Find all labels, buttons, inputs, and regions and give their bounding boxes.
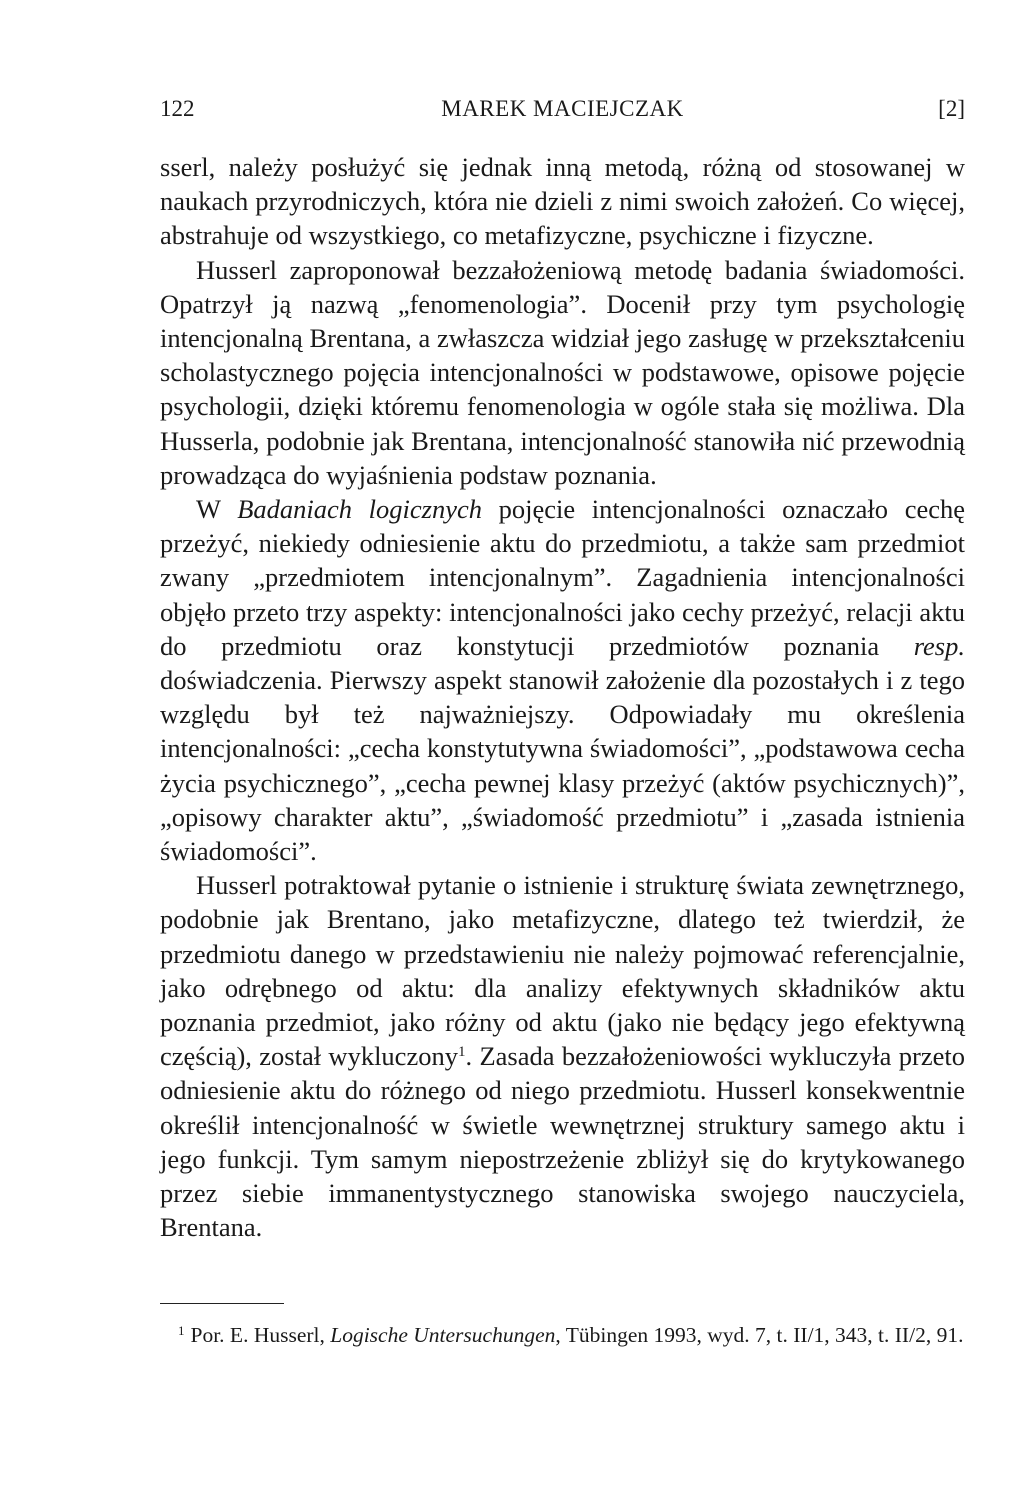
paragraph-4-text: . Zasada bezzałożeniowości wykluczyła przeto odniesienie aktu do różnego od niego przedmiotu. Husserl konsekwentnie określił intencjonalność w świetle wewnętrznej struktury samego aktu i jego funkcji. Tym samym niepostrzeżenie zbliżył się do krytykowanego przez siebie immanentystycznego stanowiska swojego nauczyciela, Brentana.: [160, 1041, 965, 1243]
footnote-text: Por. E. Husserl,: [190, 1323, 331, 1347]
footnote-marker: 1: [178, 1323, 185, 1338]
paragraph-4-text: Husserl potraktował pytanie o istnienie i strukturę świata zewnętrznego, podobnie jak Brentano, jako metafizyczne, dlatego też twierdził, że przedmiotu danego w przedstawieniu nie należy pojmować referencjalnie, jako odrębnego od aktu: dla analizy efektywnych składników aktu poznania przedmiot, jako różny od aktu (jako nie będący jego efektywną częścią), został wykluczony: [160, 870, 965, 1072]
paragraph-3: [160, 492, 965, 868]
paragraph-4: [160, 868, 965, 1244]
footnote: [160, 1316, 965, 1350]
main-text: [160, 150, 965, 1245]
italic-title-badania: Badaniach logicznych: [237, 494, 482, 525]
paragraph-3-text: pojęcie intencjonalności oznaczało cechę przeżyć, niekiedy odniesienie aktu do przedmiotu, a także sam przedmiot zwany „przedmiotem intencjonalnym”. Zagadnienia intencjonalności objęło przeto trzy aspekty: intencjonalności jako cechy przeżyć, relacji aktu do przedmiotu oraz konstytucji przedmiotów poznania: [160, 494, 965, 661]
paragraph-3-text: doświadczenia. Pierwszy aspekt stanowił założenie dla pozostałych i z tego względu był też najważniejszy. Odpowiadały mu określenia intencjonalności: „cecha konstytutywna świadomości”, „podstawowa cecha życia psychicznego”, „cecha pewnej klasy przeżyć (aktów psychicznych)”, „opisowy charakter aktu”, „świadomość przedmiotu” i „zasada istnienia świadomości”.: [160, 665, 965, 867]
running-header: [160, 96, 965, 136]
italic-resp: resp.: [913, 630, 965, 661]
paragraph-3-text: W: [196, 494, 238, 525]
page-number: 122: [160, 96, 195, 121]
italic-title-logische: Logische Untersuchungen: [330, 1323, 556, 1347]
footnote-text: , Tübingen 1993, wyd. 7, t. II/1, 343, t. II/2, 91.: [555, 1323, 964, 1347]
paragraph-1: sserl, należy posłużyć się jednak inną metodą, różną od stosowanej w naukach przyrodniczych, która nie dzieli z nimi swoich założeń. Co więcej, abstrahuje od wszystkiego, co metafizyczne, psychiczne i fizyczne.: [160, 152, 965, 251]
paragraph-2: Husserl zaproponował bezzałożeniową metodę badania świadomości. Opatrzył ją nazwą „fenomenologia”. Docenił przy tym psychologię intencjonalną Brentana, a zwłaszcza widział jego zasługę w przekształceniu scholastycznego pojęcia intencjonalności w podstawowe, opisowe pojęcie psychologii, dzięki któremu fenomenologia w ogóle stała się możliwa. Dla Husserla, podobnie jak Brentana, intencjonalność stanowiła nić przewodnią prowadząca do wyjaśnienia podstaw poznania.: [160, 254, 965, 490]
running-head-author: MAREK MACIEJCZAK: [441, 96, 684, 121]
section-marker: [2]: [938, 96, 965, 121]
footnote-divider: [160, 1303, 284, 1304]
footnote-reference[interactable]: 1: [457, 1044, 466, 1061]
